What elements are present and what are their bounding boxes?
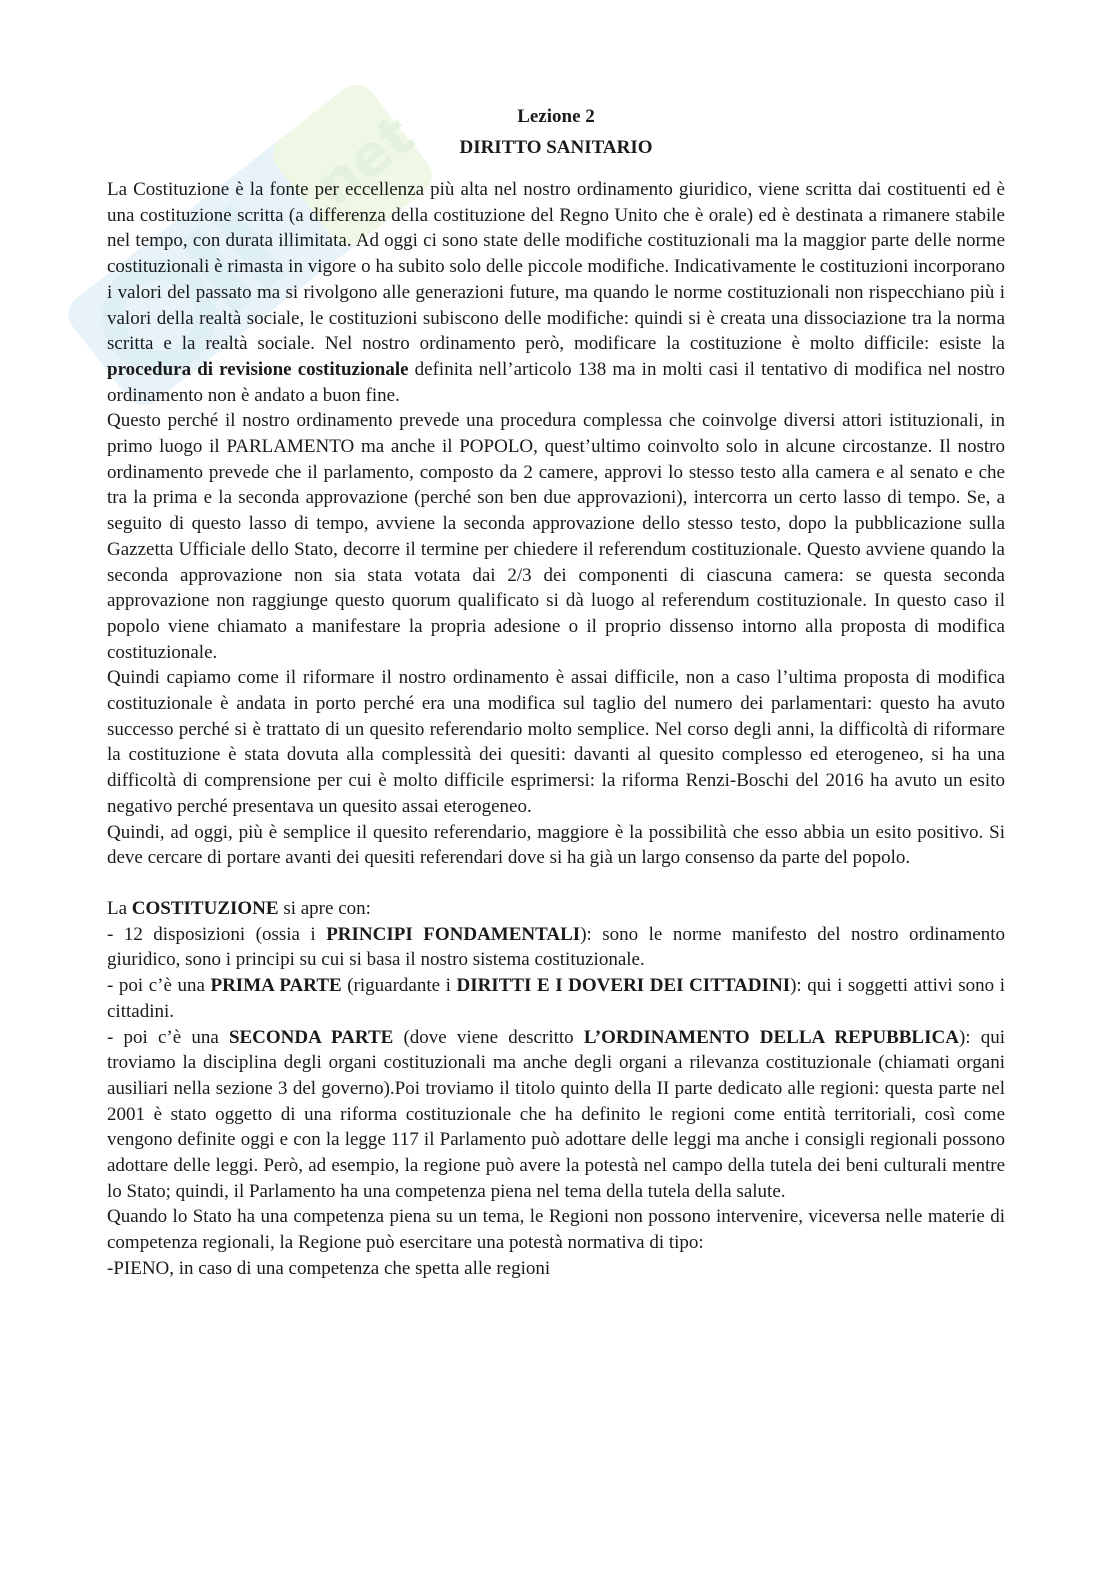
paragraph-constitution-intro: La Costituzione è la fonte per eccellenza più alta nel nostro ordinamento giuridico, viene scritta dai costituenti ed è una costituzione scritta (a differenza della costituzione del Regno Unito che è orale) ed è destinata a rimanere stabile nel tempo, con durata illimitata. Ad oggi ci sono state delle modifiche costituzionali ma la maggior parte delle norme costituzionali è rimasta in vigore o ha subito solo delle piccole modifiche. Indicativamente le costituzioni incorporano i valori del passato ma si rivolgono alle generazioni future, ma quando le norme costituzionali non rispecchiano più i valori della realtà sociale, le costituzioni subiscono delle modifiche: quindi si è creata una dissociazione tra la norma scritta e la realtà sociale. Nel nostro ordinamento però, modificare la costituzione è molto difficile: esiste la procedura di revisione costituzionale definita nell’articolo 138 ma in molti casi il tentativo di modifica nel nostro ordinamento non è andato a buon fine. <box>107 179 1005 406</box>
paragraph-referendum-simplicity: Quindi, ad oggi, più è semplice il quesito referendario, maggiore è la possibilità che esso abbia un esito positivo. Si deve cercare di portare avanti dei quesiti referendari dove si ha già un largo consenso da parte del popolo. <box>107 821 1005 869</box>
lesson-title: Lezione 2 <box>517 106 595 127</box>
bold-term: PRIMA PARTE <box>210 975 342 997</box>
bold-term: PRINCIPI FONDAMENTALI <box>326 923 581 945</box>
bold-term: L’ORDINAMENTO DELLA REPUBBLICA <box>583 1026 959 1048</box>
paragraph-gap <box>107 871 1005 896</box>
subject-title: DIRITTO SANITARIO <box>459 137 653 158</box>
paragraph-reform-difficulty: Quindi capiamo come il riformare il nostro ordinamento è assai difficile, non a caso l’ultima proposta di modifica costituzionale è andata in porto perché era una modifica sul taglio del numero dei parlamentari: questo ha avuto successo perché si è trattato di un quesito referendario molto semplice. Nel corso degli anni, la difficoltà di riformare la costituzione è stata dovuta alla complessità dei quesiti: davanti al quesito complesso ed eterogeneo, si ha una difficoltà di comprensione per cui è molto difficile esprimersi: la riforma Renzi-Boschi del 2016 ha avuto un esito negativo perché presentava un quesito assai eterogeneo. <box>107 667 1005 817</box>
bold-term: procedura di revisione costituzionale <box>107 358 409 380</box>
paragraph-constitution-opens: La COSTITUZIONE si apre con: <box>107 897 371 919</box>
list-item-full-competence: -PIENO, in caso di una competenza che spetta alle regioni <box>107 1257 551 1279</box>
watermark-text: net <box>303 103 427 219</box>
list-item-first-part: - poi c’è una PRIMA PARTE (riguardante i DIRITTI E I DOVERI DEI CITTADINI): qui i soggetti attivi sono i cittadini. <box>107 975 1005 1022</box>
bold-term: COSTITUZIONE <box>131 897 279 919</box>
paragraph-revision-procedure: Questo perché il nostro ordinamento prevede una procedura complessa che coinvolge diversi attori istituzionali, in primo luogo il PARLAMENTO ma anche il POPOLO, quest’ultimo coinvolto solo in alcune circostanze. Il nostro ordinamento prevede che il parlamento, composto da 2 camere, approvi lo stesso testo alla camera e al senato e che tra la prima e la seconda approvazione (perché son ben due approvazioni), intercorra un certo lasso di tempo. Se, a seguito di questo lasso di tempo, avviene la seconda approvazione dello stesso testo, dopo la pubblicazione sulla Gazzetta Ufficiale dello Stato, decorre il termine per chiedere il referendum costituzionale. Questo avviene quando la seconda approvazione non sia stata votata dai 2/3 dei componenti di ciascuna camera: se questa seconda approvazione non raggiunge questo quorum qualificato si dà luogo al referendum costituzionale. In questo caso il popolo viene chiamato a manifestare la propria adesione o il proprio dissenso intorno alla proposta di modifica costituzionale. <box>107 410 1005 663</box>
paragraph-state-competence: Quando lo Stato ha una competenza piena su un tema, le Regioni non possono intervenire, viceversa nelle materie di competenza regionali, la Regione può esercitare una potestà normativa di tipo: <box>107 1206 1005 1254</box>
list-item-fundamental-principles: - 12 disposizioni (ossia i PRINCIPI FONDAMENTALI): sono le norme manifesto del nostro ordinamento giuridico, sono i principi su cui si basa il nostro sistema costituzionale. <box>107 923 1006 971</box>
list-item-second-part: - poi c’è una SECONDA PARTE (dove viene descritto L’ORDINAMENTO DELLA REPUBBLICA): qui troviamo la disciplina degli organi costituzionali ma anche degli organi a rilevanza costituzionale (chiamati organi ausiliari nella sezione 3 del governo).Poi troviamo il titolo quinto della II parte dedicato alle regioni: questa parte nel 2001 è stato oggetto di una riforma costituzionale che ha definito le regioni come entità territoriali, così come vengono definite oggi e con la legge 117 il Parlamento può adottare delle leggi ma anche i consigli regionali possono adottare delle leggi. Però, ad esempio, la regione può avere la potestà nel campo della tutela dei beni culturali mentre lo Stato; quindi, il Parlamento ha una competenza piena nel tema della tutela della salute. <box>107 1026 1005 1202</box>
bold-term: SECONDA PARTE <box>228 1026 394 1048</box>
bold-term: DIRITTI E I DOVERI DEI CITTADINI <box>456 975 791 997</box>
document-page <box>107 101 1005 1282</box>
